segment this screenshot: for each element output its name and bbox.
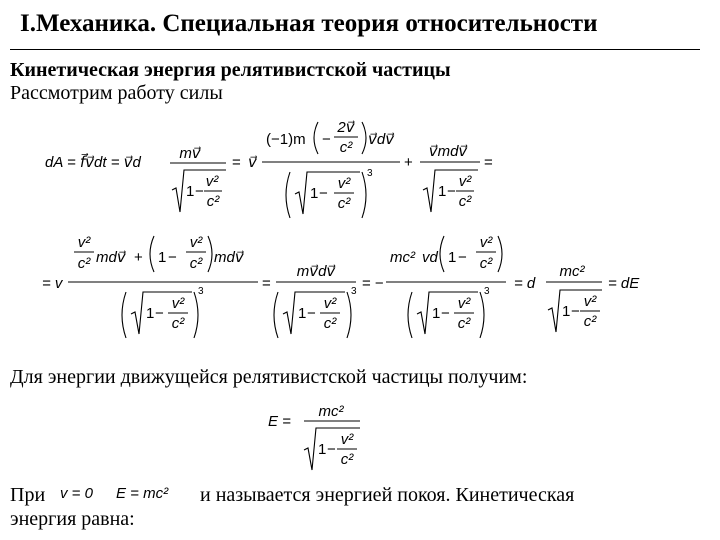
fracC-den-lparen <box>408 292 412 338</box>
frac2-v2: v² <box>337 175 351 192</box>
energy-one: 1 <box>318 441 327 458</box>
fracD-v2: v² <box>583 293 597 310</box>
kinetic-text: энергия равна: <box>10 508 135 530</box>
energy-formula <box>268 403 360 470</box>
frac2-cube: 3 <box>367 168 373 179</box>
fracC-den-rparen <box>480 292 484 338</box>
energy-minus: − <box>327 441 336 458</box>
frac1-c2: c² <box>206 193 220 210</box>
frac3-num: v⃗mdv⃗ <box>428 143 468 160</box>
frac1-minus: − <box>195 183 204 200</box>
rest-suffix: и называется энергией покоя. Кинетическая <box>200 484 575 506</box>
eq-d: = d <box>514 275 536 292</box>
slide-title: I.Механика. Специальная теория относительности <box>20 10 598 37</box>
fracD-c2: c² <box>583 313 597 330</box>
fracC-cube: 3 <box>484 286 490 297</box>
fracB-v2: v² <box>323 295 337 312</box>
fracB-rparen <box>347 292 351 338</box>
frac2-one: 1 <box>310 185 319 202</box>
section-heading: Кинетическая энергия релятивистской частицы <box>10 59 451 81</box>
frac3-one: 1 <box>438 183 447 200</box>
fracC-c2: c² <box>479 255 493 272</box>
fracD-one: 1 <box>562 303 571 320</box>
fracA-one: 1 <box>158 249 167 266</box>
fracA-cube: 3 <box>198 286 204 297</box>
fracB-cube: 3 <box>351 286 357 297</box>
v-factor: v⃗ <box>248 154 257 171</box>
fracC-den-one: 1 <box>432 305 441 322</box>
fracB-num: mv⃗dv⃗ <box>296 263 336 280</box>
rest-prefix: При <box>10 484 46 506</box>
frac2-rparen <box>362 122 366 154</box>
plus-sign: + <box>404 154 413 171</box>
rest-energy-inline <box>60 485 169 502</box>
fracA-rparen <box>208 236 212 272</box>
frac2-factor: (−1)m <box>266 131 306 148</box>
frac2-den-lparen <box>286 172 290 218</box>
second-equation <box>42 234 640 338</box>
fracC-den-v2: v² <box>457 295 471 312</box>
fracA-mdv: mdv⃗ <box>96 249 126 266</box>
fracB-minus: − <box>307 305 316 322</box>
eq-sign-1: = <box>232 154 241 171</box>
fracC-vd: vd <box>422 249 438 266</box>
frac1-num: mv⃗ <box>179 145 201 162</box>
fracA-den-one: 1 <box>146 305 155 322</box>
frac1-v2: v² <box>205 173 219 190</box>
fracD-num: mc² <box>559 263 585 280</box>
intro-text: Рассмотрим работу силы <box>10 82 223 104</box>
neg-eq-sign: = − <box>362 275 384 292</box>
frac1-one: 1 <box>186 183 195 200</box>
E-eq-mc2: E = mc² <box>116 485 169 502</box>
energy-c2: c² <box>340 451 354 468</box>
frac2-den-c2: c² <box>337 195 351 212</box>
fracB-lparen <box>274 292 278 338</box>
frac2-den-minus: − <box>319 185 328 202</box>
fracC-minus: − <box>458 249 467 266</box>
frac3-v2: v² <box>458 173 472 190</box>
E-eq: E = <box>268 413 291 430</box>
frac2-minus: − <box>322 131 331 148</box>
frac2-lparen <box>314 122 318 154</box>
frac2-vdv: v⃗dv⃗ <box>368 131 395 148</box>
eq-dE: = dE <box>608 275 640 292</box>
fracB-c2: c² <box>323 315 337 332</box>
frac2-den-rparen <box>362 172 366 218</box>
fracC-rparen <box>498 236 502 272</box>
frac2-c2: c² <box>339 139 353 156</box>
energy-text: Для энергии движущейся релятивистской частицы получим: <box>10 366 528 388</box>
fracA-mdv-2: mdv⃗ <box>214 249 244 266</box>
frac3-c2: c² <box>458 193 472 210</box>
fracA-den-lparen <box>122 292 126 338</box>
fracA-den-minus: − <box>155 305 164 322</box>
lead-eq-v: = v <box>42 275 63 292</box>
eq-sign-3: = <box>262 275 271 292</box>
fracA-inner-v2: v² <box>189 234 203 251</box>
energy-num: mc² <box>318 403 344 420</box>
fracC-lparen <box>440 236 444 272</box>
v-eq-0: v = 0 <box>60 485 93 502</box>
fracA-minus: − <box>168 249 177 266</box>
fracC-den-minus: − <box>441 305 450 322</box>
fracC-one: 1 <box>448 249 457 266</box>
work-lhs: dA = f⃗v⃗dt = v⃗d <box>45 154 141 171</box>
fracA-c2: c² <box>77 255 91 272</box>
fracA-lparen <box>150 236 154 272</box>
fracC-den-c2: c² <box>457 315 471 332</box>
fracA-plus: + <box>134 249 143 266</box>
fracC-mc2: mc² <box>390 249 415 266</box>
fracA-den-v2: v² <box>171 295 185 312</box>
fracB-one: 1 <box>298 305 307 322</box>
frac2-2v: 2v⃗ <box>337 119 355 136</box>
fracC-v2: v² <box>479 234 493 251</box>
work-equation <box>45 119 493 218</box>
fracA-den-rparen <box>194 292 198 338</box>
frac3-minus: − <box>447 183 456 200</box>
energy-v2: v² <box>340 431 354 448</box>
fracA-inner-c2: c² <box>189 255 203 272</box>
fracA-den-c2: c² <box>171 315 185 332</box>
fracD-minus: − <box>571 303 580 320</box>
fracA-v2: v² <box>77 234 91 251</box>
eq-sign-2: = <box>484 154 493 171</box>
